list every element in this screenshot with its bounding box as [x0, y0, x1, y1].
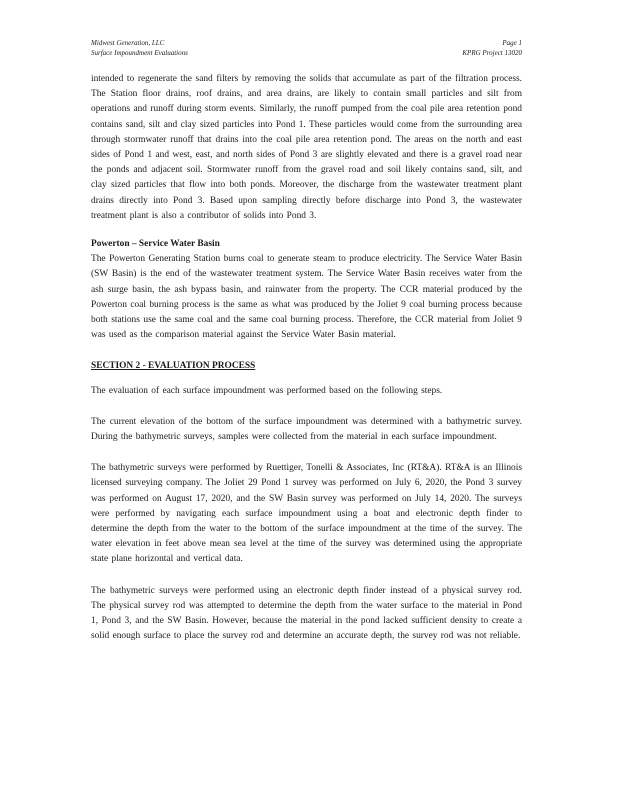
page-header — [91, 38, 522, 58]
paragraph-joliet-pond-sources: intended to regenerate the sand filters by removing the solids that accumulate as part of the filtration process. The Station floor drains, roof drains, and area drains, are likely to contain small particles and silt from operations and runoff during storm events. Similarly, the runoff pumped from the coal pile area retention pond contains sand, silt and clay sized particles into Pond 1. These particles would come from the surrounding area through stormwater runoff that drains into the coal pile area retention pond. The areas on the north and east sides of Pond 1 and west, east, and north sides of Pond 3 are slightly elevated and there is a gravel road near the ponds and adjacent soil. Stormwater runoff from the gravel road and soil likely contains sand, silt, and clay sized particles that flow into both ponds. Moreover, the discharge from the wastewater treatment plant drains directly into Pond 3. Based upon sampling directly before discharge into Pond 3, the wastewater treatment plant is also a contributor of solids into Pond 3. — [91, 74, 522, 221]
header-document-title: Surface Impoundment Evaluations — [91, 49, 188, 57]
header-page-number: Page 1 — [502, 39, 522, 47]
header-company: Midwest Generation, LLC — [91, 39, 165, 47]
paragraph-depth-finder: The bathymetric surveys were performed using an electronic depth finder instead of a physical survey rod. The physical survey rod was attempted to determine the depth from the water surface to the material in Pond 1, Pond 3, and the SW Basin. However, because the material in the pond lacked sufficient density to create a solid enough surface to place the survey rod and determine an accurate depth, the survey rod was not reliable. — [91, 585, 522, 642]
powerton-subheading: Powerton – Service Water Basin — [91, 239, 220, 250]
header-row-1 — [91, 38, 522, 48]
header-row-2 — [91, 48, 522, 58]
paragraph-survey-details: The bathymetric surveys were performed by Ruettiger, Tonelli & Associates, Inc (RT&A). RT&A is an Illinois licensed surveying company. The Joliet 29 Pond 1 survey was performed on July 6, 2020, the Pond 3 survey was performed on August 17, 2020, and the SW Basin survey was performed on July 14, 2020. The surveys were performed by navigating each surface impoundment using a boat and electronic depth finder to determine the depth from the water to the bottom of the surface impoundment at the time of the survey. The water elevation in feet above mean sea level at the time of the survey was determined using the appropriate state plane horizontal and vertical data. — [91, 463, 522, 565]
section-2-heading: SECTION 2 - EVALUATION PROCESS — [91, 361, 256, 372]
paragraph-powerton: The Powerton Generating Station burns coal to generate steam to produce electricity. The Service Water Basin (SW Basin) is the end of the wastewater treatment system. The Service Water Basin receives water from the ash surge basin, the ash bypass basin, and rainwater from the property. The CCR material produced by the Powerton coal burning process is the same as what was produced by the Joliet 9 coal burning process because both stations use the same coal and the same coal burning process. Therefore, the CCR material from Joliet 9 was used as the comparison material against the Service Water Basin material. — [91, 254, 522, 341]
paragraph-bathymetric-overview: The current elevation of the bottom of the surface impoundment was determined with a bathymetric survey. During the bathymetric surveys, samples were collected from the material in each surface impoundment. — [91, 416, 522, 443]
header-project-number: KPRG Project 13020 — [462, 49, 522, 57]
paragraph-evaluation-intro: The evaluation of each surface impoundment was performed based on the following steps. — [91, 385, 443, 396]
page-body — [91, 72, 522, 645]
